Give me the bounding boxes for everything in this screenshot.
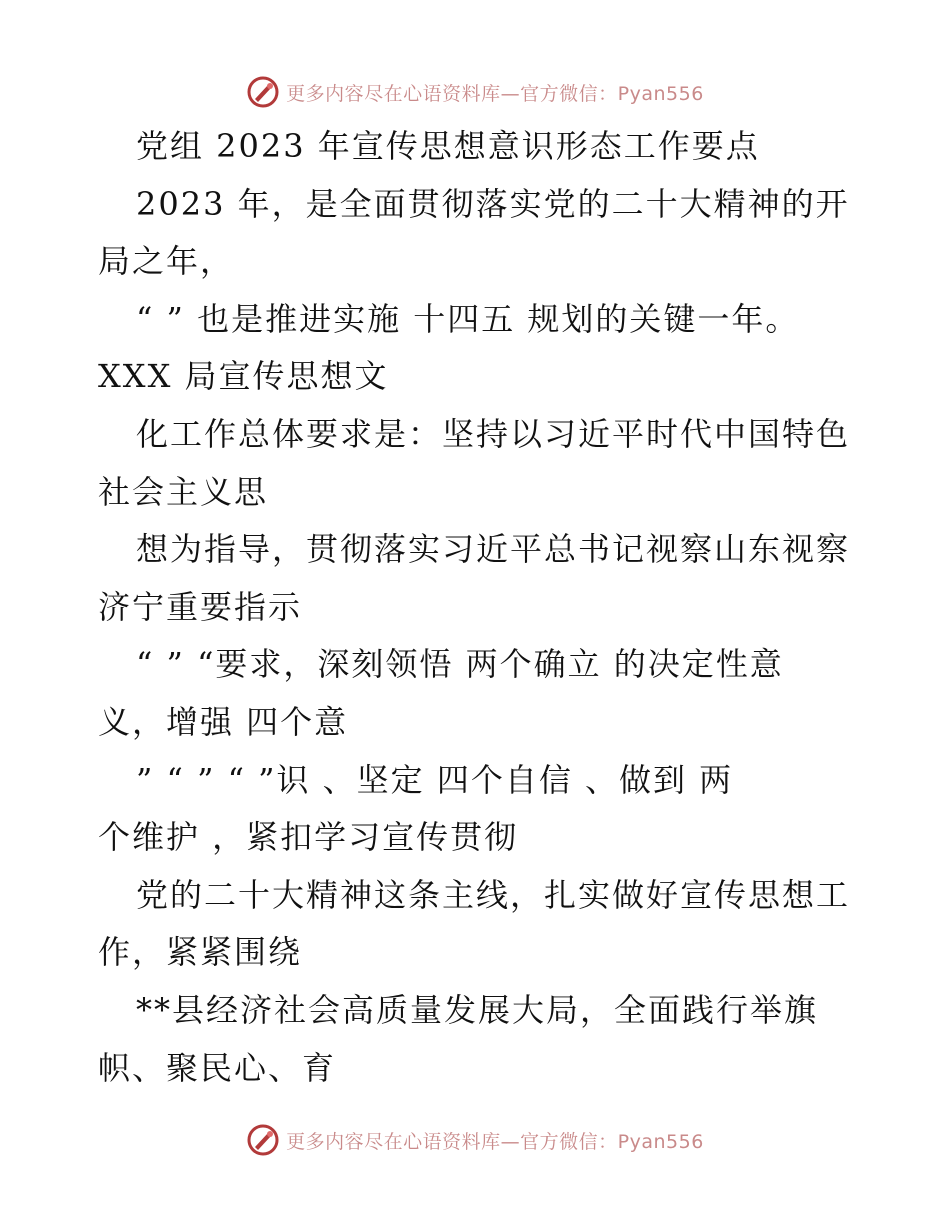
text-line: XXX 局宣传思想文 [98, 357, 389, 396]
text-line: “ ” 也是推进实施 十四五 规划的关键一年。 [136, 299, 800, 338]
text-line: 党组 2023 年宣传思想意识形态工作要点 [136, 127, 760, 165]
text-line: 2023 年，是全面贯彻落实党的二十大精神的开 [136, 184, 850, 223]
text-line: 济宁重要指示 [98, 587, 303, 626]
text-line: 局之年， [98, 242, 235, 281]
text-line: “ ” “要求，深刻领悟 两个确立 的决定性意 [136, 645, 784, 684]
footer-banner [0, 1120, 950, 1160]
text-line: ” “ ” “ ”识 、坚定 四个自信 、做到 两 [136, 760, 734, 799]
text-line: 党的二十大精神这条主线，扎实做好宣传思想工 [136, 875, 851, 914]
text-line: 个维护 ，紧扣学习宣传贯彻 [98, 818, 519, 857]
text-line: 作，紧紧围绕 [98, 933, 303, 972]
text-line: 义，增强 四个意 [98, 702, 349, 741]
text-line: 化工作总体要求是：坚持以习近平时代中国特色 [136, 414, 851, 453]
text-line: **县经济社会高质量发展大局，全面践行举旗 [136, 990, 819, 1029]
pen-logo-icon [246, 75, 280, 109]
banner-text: 更多内容尽在心语资料库—官方微信：Pyan556 [286, 1130, 704, 1153]
text-line: 想为指导，贯彻落实习近平总书记视察山东视察 [136, 530, 851, 569]
header-banner [0, 72, 950, 112]
banner-text: 更多内容尽在心语资料库—官方微信：Pyan556 [286, 82, 704, 105]
text-line: 社会主义思 [98, 472, 269, 511]
pen-logo-icon [246, 1123, 280, 1157]
document-body [98, 118, 858, 1097]
text-line: 帜、聚民心、育 [98, 1048, 337, 1087]
